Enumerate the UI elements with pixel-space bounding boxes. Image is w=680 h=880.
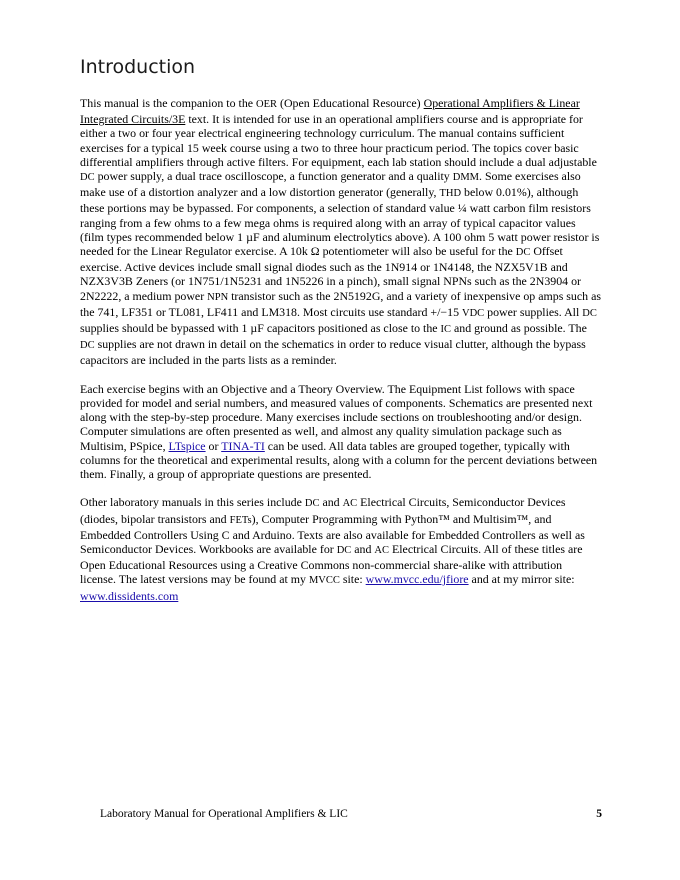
book-title-link[interactable]: Operational Amplifiers & Linear Integrated Circuits/3E (80, 96, 580, 127)
abbr-dc: DC (582, 307, 597, 319)
abbr-dmm: DMM (452, 172, 479, 184)
page-title: Introduction (80, 56, 196, 78)
text-run: below 0.01%), although these portions may be bypassed. For components, a selection of standard value ¼ watt carbon film resistors ranging from a few ohms to a few mega ohms is required along with an array of typical capacitor values (film types recommended below 1 µF and aluminum electrolytics above). A 100 ohm 5 watt power resistor is needed for the Linear Regulator exercise. A 10k Ω potentiometer will also be useful for the (80, 185, 600, 259)
text-run: Offset exercise. Active devices include small signal diodes such as the 1N914 or 1N4148, the NZX5V1B and NZX3V3B Zeners (or 1N751/1N5231 and 1N5226 in a pinch), small signal NPNs such as the 2N3904 or 2N2222, a medium power (80, 244, 581, 303)
abbr-oer: OER (256, 99, 278, 110)
abbr-dc: DC (336, 545, 352, 557)
text-run: power supplies. All (484, 304, 583, 319)
abbr-mvcc: MVCC (308, 575, 340, 587)
abbr-dc: DC (80, 340, 95, 352)
abbr-npn: NPN (207, 291, 229, 303)
paragraph-1 (80, 96, 601, 368)
text-run: can be used. All data tables are grouped together, typically with columns for the theoretical and experimental results, along with a column for the percent deviations between them. Finally, a group of appropriate questions are presented. (80, 438, 598, 482)
text-run: and at my mirror site: (468, 572, 575, 587)
text-run: ), Computer Programming with Python™ and Multisim™, and Embedded Controllers Using C and Arduino. Texts are also available for Embedded Controllers as well as Semiconductor Devices. Workbooks are available for (80, 511, 585, 557)
paragraph-3 (80, 495, 601, 602)
text-run: supplies are not drawn in detail on the schematics in order to reduce visual clutter, although the bypass capacitors are included in the parts lists as a reminder. (80, 337, 586, 368)
abbr-ac: AC (374, 545, 390, 557)
abbr-dc: DC (515, 247, 531, 259)
body-text (80, 96, 601, 617)
text-run: and (351, 542, 375, 557)
text-run: text. It is intended for use in an operational amplifiers course and is appropriate for either a two or four year electrical engineering technology curriculum. The manual contains sufficient exercises for a typical 15 week course using a two to three hour practicum period. The topics cover basic differential amplifiers through active filters. For equipment, each lab station should include a dual adjustable (80, 112, 597, 169)
text-run: . Some exercises also make use of a distortion analyzer and a low distortion generator (generally, (80, 169, 581, 200)
mirror-site-link[interactable]: www.dissidents.com (80, 588, 179, 603)
text-run: and ground as possible. The (451, 321, 587, 336)
abbr-ac: AC (342, 498, 358, 510)
page-number: 5 (596, 808, 602, 820)
abbr-dc: DC (80, 172, 95, 184)
paragraph-2 (80, 382, 601, 481)
text-run: and (319, 495, 343, 510)
text-run: Other laboratory manuals in this series include (80, 495, 305, 510)
abbr-ic: IC (440, 324, 452, 336)
ltspice-link[interactable]: LTspice (168, 438, 206, 453)
text-run: supplies should be bypassed with 1 µF capacitors positioned as close to the (80, 321, 441, 336)
text-run: This manual is the companion to the (80, 96, 257, 110)
abbr-fets: FETs (229, 514, 252, 526)
text-run: transistor such as the 2N5192G, and a variety of inexpensive op amps such as the 741, LF351 or TL081, LF411 and LM318. Most circuits use standard +/−15 (80, 288, 601, 319)
mvcc-site-link[interactable]: www.mvcc.edu/jfiore (365, 572, 469, 587)
abbr-thd: THD (439, 188, 462, 200)
text-run: or (205, 438, 222, 453)
text-run: Electrical Circuits. All of these titles are Open Educational Resources using a Creative Commons non-commercial share-alike with attribution license. The latest versions may be found at my (80, 542, 583, 587)
text-run: (Open Educational Resource) (277, 96, 424, 110)
text-run: Each exercise begins with an Objective and a Theory Overview. The Equipment List follows with space provided for model and serial numbers, and measured values of components. Schematics are presented next along with the step-by-step procedure. Many exercises include sections on troubleshooting and/or design. Computer simulations are often presented as well, and almost any quality simulation package such as Multisim, PSpice, (80, 381, 593, 453)
tina-ti-link[interactable]: TINA-TI (221, 438, 265, 453)
abbr-dc: DC (304, 498, 320, 510)
abbr-vdc: VDC (462, 307, 485, 319)
text-run: site: (339, 572, 366, 587)
text-run: power supply, a dual trace oscilloscope, a function generator and a quality (94, 169, 453, 184)
footer-title: Laboratory Manual for Operational Amplifiers & LIC (100, 808, 348, 820)
text-run: Electrical Circuits, Semiconductor Devices (diodes, bipolar transistors and (80, 495, 566, 526)
